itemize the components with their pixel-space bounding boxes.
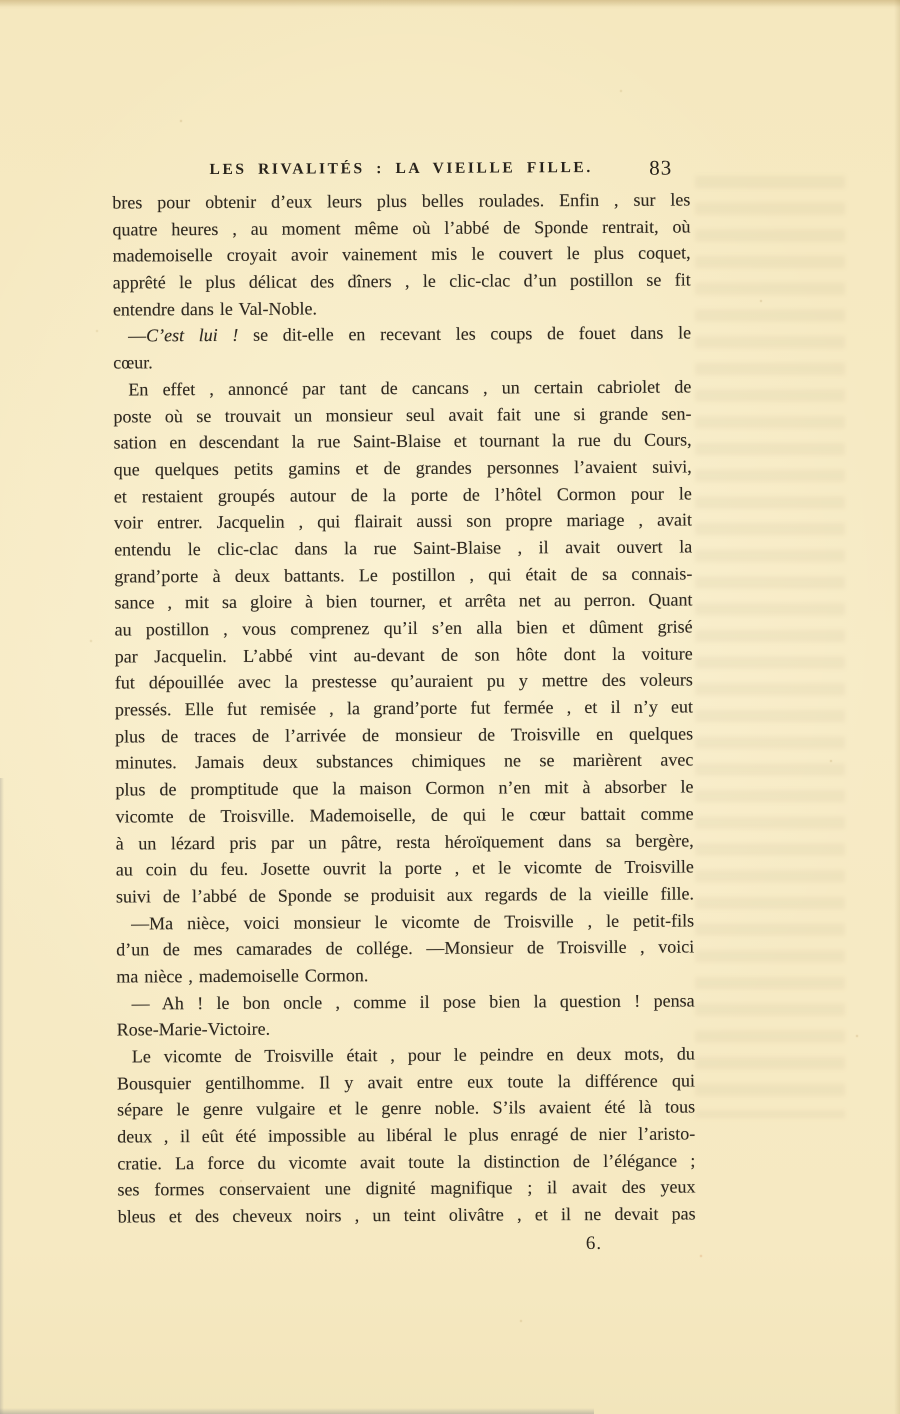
text-line: [115, 800, 693, 830]
text-line: [115, 613, 693, 643]
paragraph: [116, 987, 694, 1043]
text-line: [113, 400, 691, 430]
text-segment: minutes. Jamais deux substances chimiques ne se marièrent avec: [115, 749, 694, 773]
text-segment: sation en descendant la rue Saint-Blaise et tournant la rue du Cours,: [113, 429, 692, 453]
text-segment: au postillon , vous comprenez qu’il s’en alla bien et dûment grisé: [114, 616, 693, 640]
text-segment: à un lézard pris par un pâtre, resta héroïquement dans sa bergère,: [115, 829, 694, 854]
text-segment: et restaient groupés autour de la porte de l’hôtel Cormon pour le: [113, 483, 692, 507]
text-line: [118, 1201, 696, 1231]
paragraph: [113, 320, 691, 376]
running-title: LES RIVALITÉS : LA VIEILLE FILLE.: [209, 159, 593, 179]
text-segment: bleus et des cheveux noirs , un teint olivâtre , et il ne devait pas: [117, 1203, 696, 1227]
text-segment: Le vicomte de Troisville était , pour le peindre en deux mots, du: [131, 1043, 695, 1067]
paragraph: [113, 373, 694, 910]
text-segment: entendre dans le Val-Noble.: [112, 298, 318, 320]
paragraph: [117, 1040, 696, 1230]
text-line: [116, 854, 694, 884]
text-segment: fut dépouillée avec la prestesse qu’auraient pu y mettre des voleurs: [114, 669, 693, 693]
text-segment: deux , il eût été impossible au libéral le plus enragé de nier l’aristo-: [117, 1123, 696, 1147]
text-line: [114, 507, 692, 537]
text-line: [116, 880, 694, 910]
text-line: [117, 1121, 695, 1151]
text-line: [117, 1067, 695, 1097]
text-line: [113, 320, 691, 350]
paper-specks: [0, 0, 2, 2]
text-segment: sance , mit sa gloire à bien tourner, et arrêta net au perron. Quant: [114, 589, 693, 613]
text-line: [114, 453, 692, 483]
text-segment: sépare le genre vulgaire et le genre noble. S’ils avaient été là tous: [117, 1096, 696, 1120]
text-line: [117, 1174, 695, 1204]
text-line: [115, 694, 693, 724]
text-segment: grand’porte à deux battants. Le postillon , qui était de sa connais-: [114, 563, 693, 587]
text-segment: En effet , annoncé par tant de cancans , un certain cabriolet de: [128, 376, 692, 400]
paragraph: [112, 186, 691, 322]
text-line: [116, 960, 694, 990]
text-line: [116, 907, 694, 937]
paragraph: [116, 907, 694, 990]
text-line: [112, 213, 690, 243]
text-segment: apprêté le plus délicat des dîners , le clic-clac d’un postillon se fit: [112, 269, 691, 293]
text-segment: ses formes conservaient une dignité magnifique ; il avait des yeux: [117, 1176, 696, 1200]
text-segment: suivi de l’abbé de Sponde se produisit aux regards de la vieille fille.: [115, 883, 695, 907]
text-line: [116, 934, 694, 964]
text-line: [117, 1040, 695, 1070]
text-line: [115, 747, 693, 777]
text-segment: ma nièce , mademoiselle Cormon.: [116, 965, 369, 987]
text-segment: poste où se trouvait un monsieur seul avait fait une si grande sen-: [113, 402, 692, 427]
text-line: [112, 186, 690, 216]
text-segment: au coin du feu. Josette ouvrit la porte , et le vicomte de Troisville: [115, 856, 694, 880]
text-line: [114, 587, 692, 617]
text-line: [113, 347, 691, 377]
text-segment: —Ma nièce, voici monsieur le vicomte de Troisville , le petit-fils: [131, 910, 695, 933]
text-segment: — Ah ! le bon oncle , comme il pose bien la question ! pensa: [131, 990, 695, 1014]
text-line: [114, 427, 692, 457]
text-segment: Bousquier gentilhomme. Il y avait entre eux toute la différence qui: [116, 1070, 696, 1094]
text-segment: que quelques petits gamins et de grandes personnes l’avaient suivi,: [113, 456, 692, 480]
text-line: [115, 774, 693, 804]
text-segment: mademoiselle croyait avoir vainement mis le couvert le plus coquet,: [112, 242, 691, 266]
scan-edge-left: [0, 778, 4, 1414]
text-segment: plus de traces de l’arrivée de monsieur de Troisville en quelques: [115, 723, 694, 747]
text-line: [117, 1094, 695, 1124]
scan-edge-top: [0, 0, 900, 7]
text-column: [112, 155, 696, 1257]
text-line: [117, 1147, 695, 1177]
text-segment: quatre heures , au moment même où l’abbé de Sponde rentrait, où: [112, 216, 691, 240]
text-line: [114, 560, 692, 590]
text-line: [115, 640, 693, 670]
text-segment: cœur.: [113, 352, 153, 373]
text-segment: d’un de mes camarades de collége. —Monsieur de Troisville , voici: [116, 936, 695, 960]
scan-edge-right: [894, 0, 900, 1414]
text-segment: voir entrer. Jacquelin , qui flairait aussi son propre mariage , avait: [113, 509, 693, 533]
running-header: [112, 155, 690, 185]
signature-mark: 6.: [585, 1232, 603, 1254]
text-line: [113, 373, 691, 403]
text-segment: plus de promptitude que la maison Cormon n’en mit à absorber le: [115, 776, 694, 800]
text-line: [117, 1014, 695, 1044]
text-line: [116, 827, 694, 857]
text-segment: se dit-elle en recevant les coups de fouet dans le: [238, 322, 692, 346]
text-segment: bres pour obtenir d’eux leurs plus belles roulades. Enfin , sur les: [112, 189, 691, 213]
text-line: [115, 720, 693, 750]
text-line: [115, 667, 693, 697]
text-segment: pressés. Elle fut remisée , la grand’porte fut fermée , et il n’y eut: [114, 696, 694, 720]
text-segment: par Jacquelin. L’abbé vint au-devant de son hôte dont la voiture: [114, 643, 693, 667]
text-segment: Rose-Marie-Victoire.: [116, 1019, 271, 1040]
text-line: [114, 480, 692, 510]
text-line: [114, 533, 692, 563]
scan-edge-bottom: [0, 1408, 594, 1414]
page-number: 83: [649, 155, 673, 180]
verso-showthrough: [695, 168, 845, 1118]
text-line: [113, 293, 691, 323]
text-line: [113, 267, 691, 297]
text-segment: —: [127, 325, 147, 346]
text-line: [113, 240, 691, 270]
text-segment: vicomte de Troisville. Mademoiselle, de qui le cœur battait comme: [115, 803, 694, 827]
text-segment: entendu le clic-clac dans la rue Saint-Blaise , il avait ouvert la: [114, 536, 693, 560]
italic-text: C’est lui !: [145, 325, 239, 346]
body-text: [112, 186, 695, 1230]
text-segment: cratie. La force du vicomte avait toute la distinction de l’élégance ;: [117, 1150, 696, 1174]
text-line: [116, 987, 694, 1017]
